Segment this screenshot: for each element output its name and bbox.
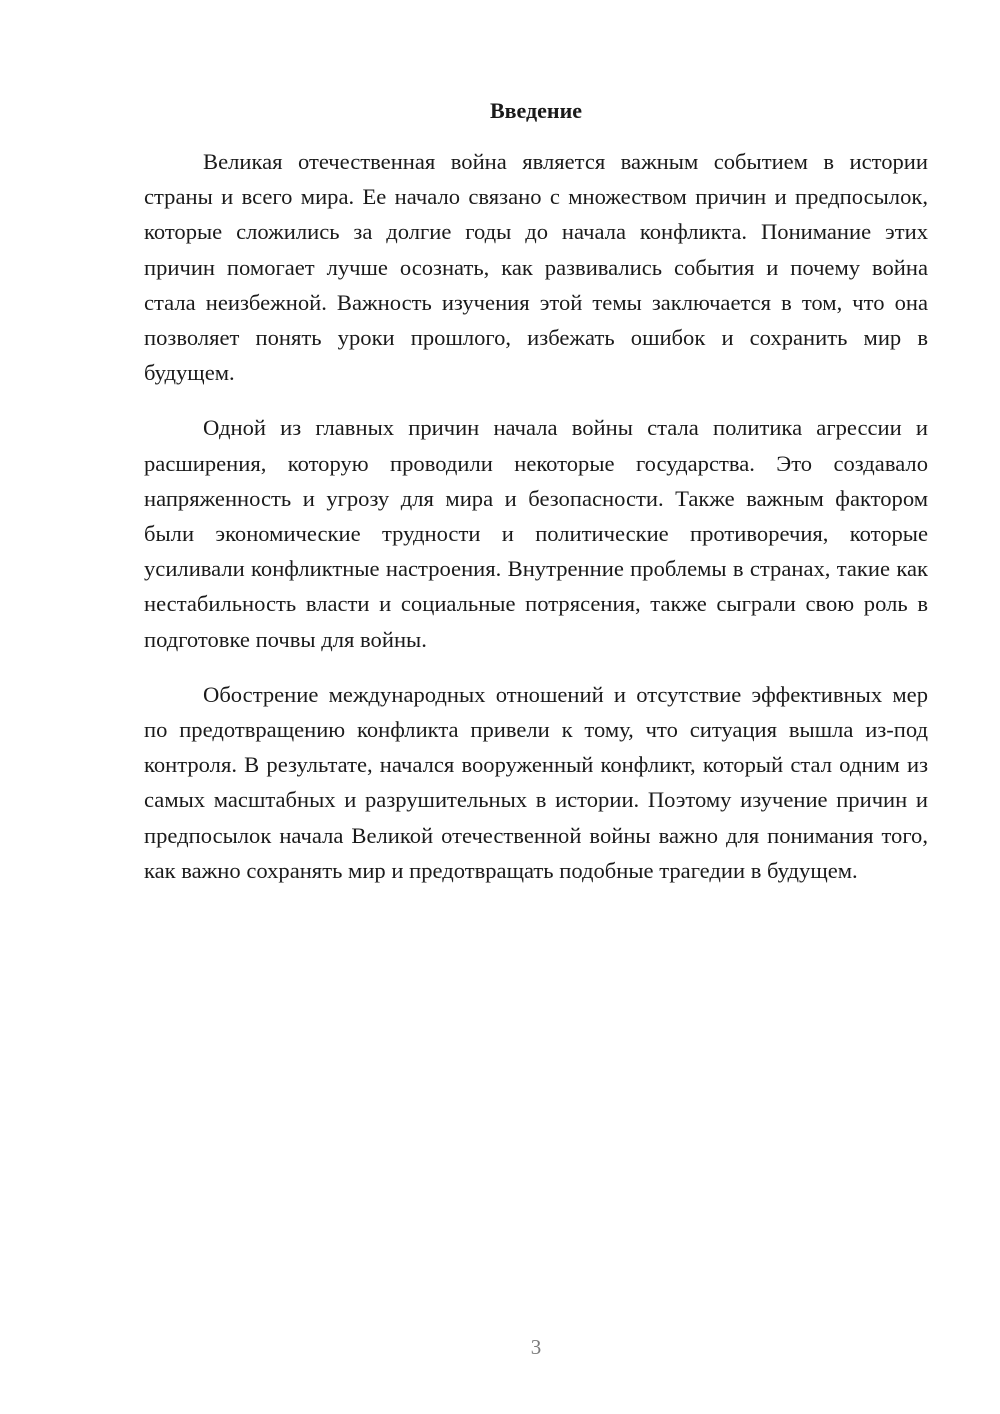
paragraph-3: Обострение международных отношений и отсутствие эффективных мер по предотвращению конфликта привели к тому, что ситуация вышла из-под контроля. В результате, начался вооруженный конфликт, который стал одним из самых масштабных и разрушительных в истории. Поэтому изучение причин и предпосылок начала Великой отечественной войны важно для понимания того, как важно сохранять мир и предотвращать подобные трагедии в будущем. <box>144 681 928 883</box>
paragraph-2: Одной из главных причин начала войны стала политика агрессии и расширения, которую проводили некоторые государства. Это создавало напряженность и угрозу для мира и безопасности. Также важным фактором были экономические трудности и политические противоречия, которые усиливали конфликтные настроения. Внутренние проблемы в странах, такие как нестабильность власти и социальные потрясения, также сыграли свою роль в подготовке почвы для войны. <box>144 415 928 652</box>
page-title: Введение <box>489 98 583 123</box>
body-text <box>144 144 928 888</box>
page-number: 3 <box>530 1335 542 1359</box>
paragraph-1: Великая отечественная война является важным событием в истории страны и всего мира. Ее начало связано с множеством причин и предпосылок, которые сложились за долгие годы до начала конфликта. Понимание этих причин помогает лучше осознать, как развивались события и почему война стала неизбежной. Важность изучения этой темы заключается в том, что она позволяет понять уроки прошлого, избежать ошибок и сохранить мир в будущем. <box>144 149 928 386</box>
